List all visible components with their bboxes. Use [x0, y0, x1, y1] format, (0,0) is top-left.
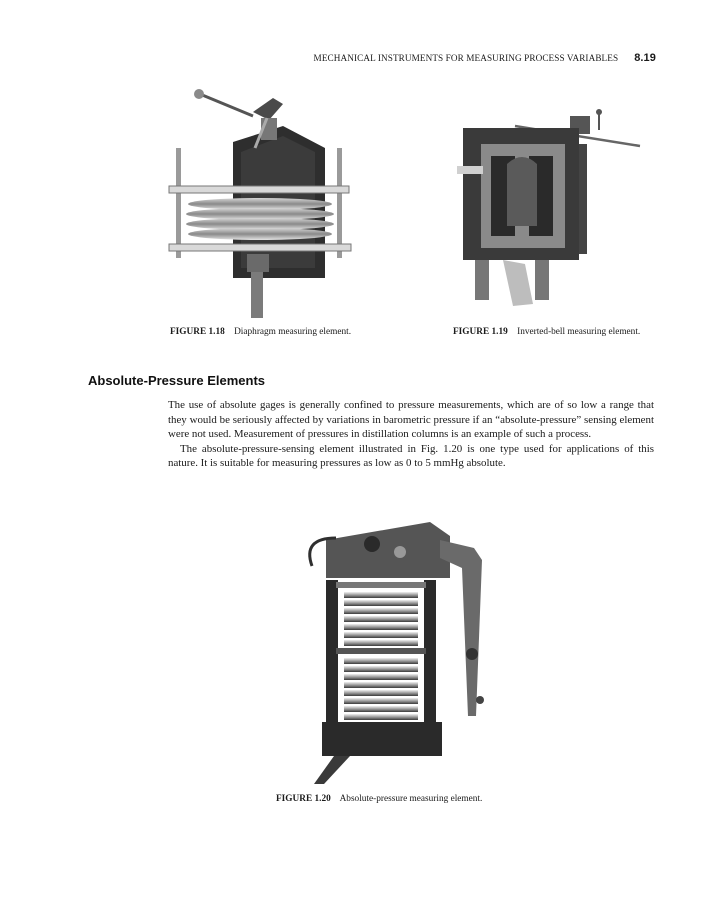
body-text [168, 398, 654, 471]
paragraph: The use of absolute gages is generally confined to pressure measurements, which are of so low a range that they would be seriously affected by variations in barometric pressure if an “absolute-pressure” sensing element were not used. Measurement of pressures in distillation columns is an example of such a process. [168, 399, 654, 441]
figure-1-18-diaphragm-image [165, 82, 365, 320]
figure-1-18-caption [170, 327, 351, 337]
figure-caption-text: Inverted-bell measuring element. [517, 327, 641, 337]
figure-number: FIGURE 1.20 [276, 794, 331, 804]
running-title: MECHANICAL INSTRUMENTS FOR MEASURING PROCESS VARIABLES [313, 53, 619, 63]
figure-caption-text: Diaphragm measuring element. [234, 327, 352, 337]
bellows-upper [344, 592, 418, 646]
section-heading: Absolute-Pressure Elements [88, 373, 266, 388]
figure-1-19-caption [453, 327, 640, 337]
figure-1-20-absolute-pressure-image [300, 518, 490, 784]
paragraph: The absolute-pressure-sensing element illustrated in Fig. 1.20 is one type used for applications of this nature. It is suitable for measuring pressures as low as 0 to 5 mmHg absolute. [168, 442, 654, 470]
figure-1-19-inverted-bell-image [455, 104, 645, 318]
figure-number: FIGURE 1.19 [453, 327, 508, 337]
running-head [300, 52, 656, 64]
figure-1-20-caption [276, 794, 482, 804]
page-number: 8.19 [634, 52, 656, 64]
bellows-lower [344, 658, 418, 720]
figure-number: FIGURE 1.18 [170, 327, 225, 337]
figure-caption-text: Absolute-pressure measuring element. [339, 794, 483, 804]
